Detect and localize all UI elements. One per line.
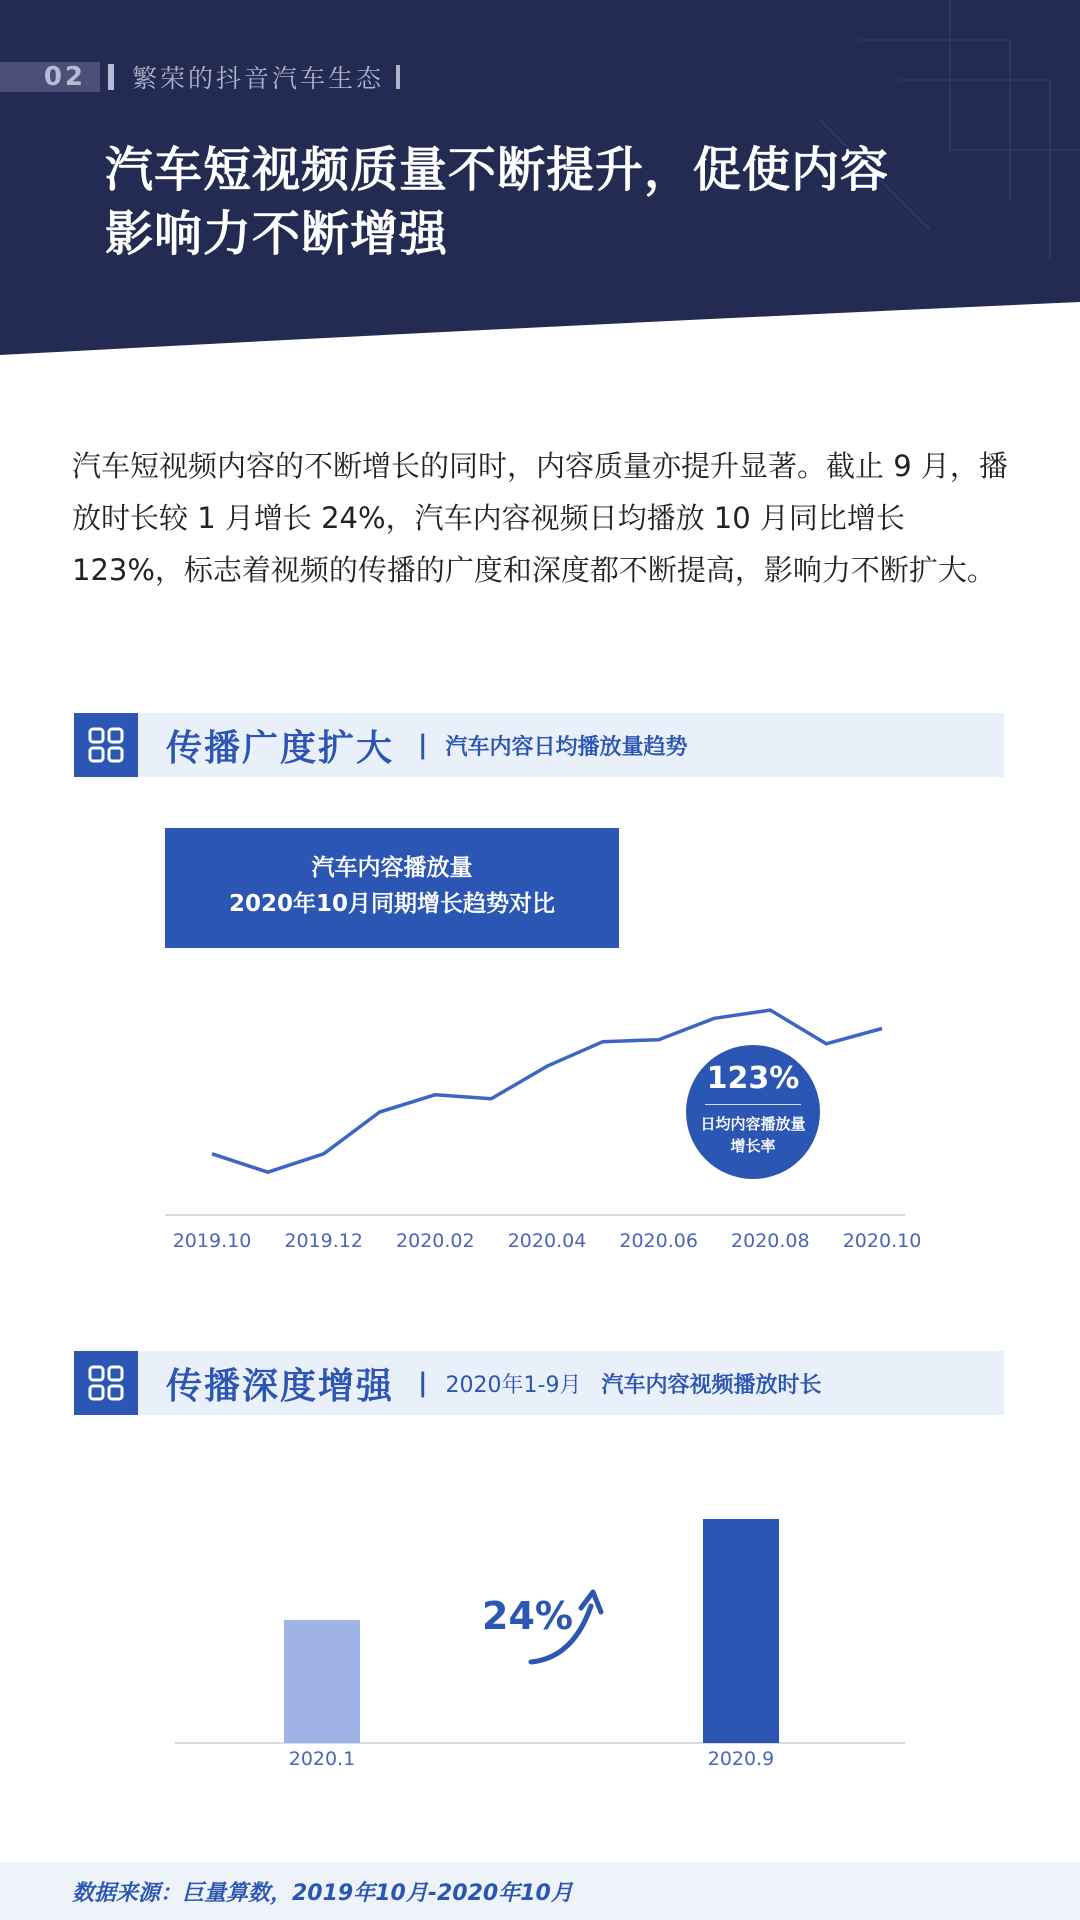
- x-tick-label: 2020.10: [842, 1230, 922, 1252]
- x-tick-label: 2019.12: [284, 1230, 363, 1252]
- page-title: [105, 138, 1005, 266]
- section-number-strip: [0, 62, 100, 92]
- growth-badge: [686, 1045, 820, 1179]
- section-number: 02: [43, 62, 86, 92]
- badge-label-line2: 增长率: [730, 1137, 776, 1155]
- x-tick-label: 2020.02: [396, 1230, 475, 1252]
- legend-line1: 汽车内容播放量: [311, 855, 473, 881]
- intro-paragraph: 汽车短视频内容的不断增长的同时，内容质量亦提升显著。截止 9 月，播放时长较 1 月增长 24%，汽车内容视频日均播放 10 月同比增长 123%，标志着视频的传播的广度和深度都不断提高，影响力不断扩大。: [72, 449, 1008, 587]
- section-tag: [0, 62, 400, 92]
- bar-2020.9: [703, 1519, 779, 1743]
- data-source: 数据来源：巨量算数，2019年10月-2020年10月: [72, 1881, 573, 1906]
- legend-line2: 2020年10月同期增长趋势对比: [228, 891, 556, 917]
- grid-icon: [74, 713, 138, 777]
- footer: [0, 1862, 1080, 1920]
- x-tick-label: 2019.10: [172, 1230, 252, 1252]
- grid-icon: [74, 1351, 138, 1415]
- bar-category-label: 2020.1: [288, 1748, 356, 1770]
- section-header-depth: [74, 1351, 1004, 1415]
- badge-value: 123%: [706, 1061, 800, 1096]
- x-tick-label: 2020.08: [731, 1230, 810, 1252]
- section-tag-end-bar: [396, 65, 400, 89]
- x-tick-label: 2020.06: [619, 1230, 698, 1252]
- section-subtitle-period: 2020年1-9月: [445, 1372, 582, 1398]
- section-title: 传播深度增强: [166, 1365, 395, 1407]
- section-subtitle: 汽车内容视频播放时长: [601, 1372, 822, 1398]
- section-subtitle: 汽车内容日均播放量趋势: [445, 734, 688, 760]
- x-axis-ticks: [0, 1230, 1080, 1260]
- curved-arrow-icon: [525, 1588, 605, 1668]
- header-banner: [0, 0, 1080, 360]
- section-header-breadth: [74, 713, 1004, 777]
- badge-label: [686, 1113, 820, 1157]
- section-title: 传播广度扩大: [166, 727, 395, 769]
- section-name: 繁荣的抖音汽车生态: [132, 64, 385, 93]
- section-tag-divider: [108, 64, 114, 90]
- badge-divider: [705, 1104, 801, 1105]
- growth-label: 24%: [482, 1594, 573, 1638]
- badge-label-line1: 日均内容播放量: [700, 1115, 806, 1133]
- section-separator: |: [418, 1368, 428, 1398]
- page-title-line1: 汽车短视频质量不断提升，促使内容: [105, 142, 890, 198]
- line-chart: [0, 950, 1080, 1230]
- x-tick-label: 2020.04: [507, 1230, 587, 1252]
- bar-2020.1: [284, 1620, 360, 1743]
- bar-category-label: 2020.9: [707, 1748, 775, 1770]
- page-title-line2: 影响力不断增强: [105, 206, 449, 262]
- chart-legend-box: [165, 828, 619, 948]
- section-separator: |: [418, 730, 428, 760]
